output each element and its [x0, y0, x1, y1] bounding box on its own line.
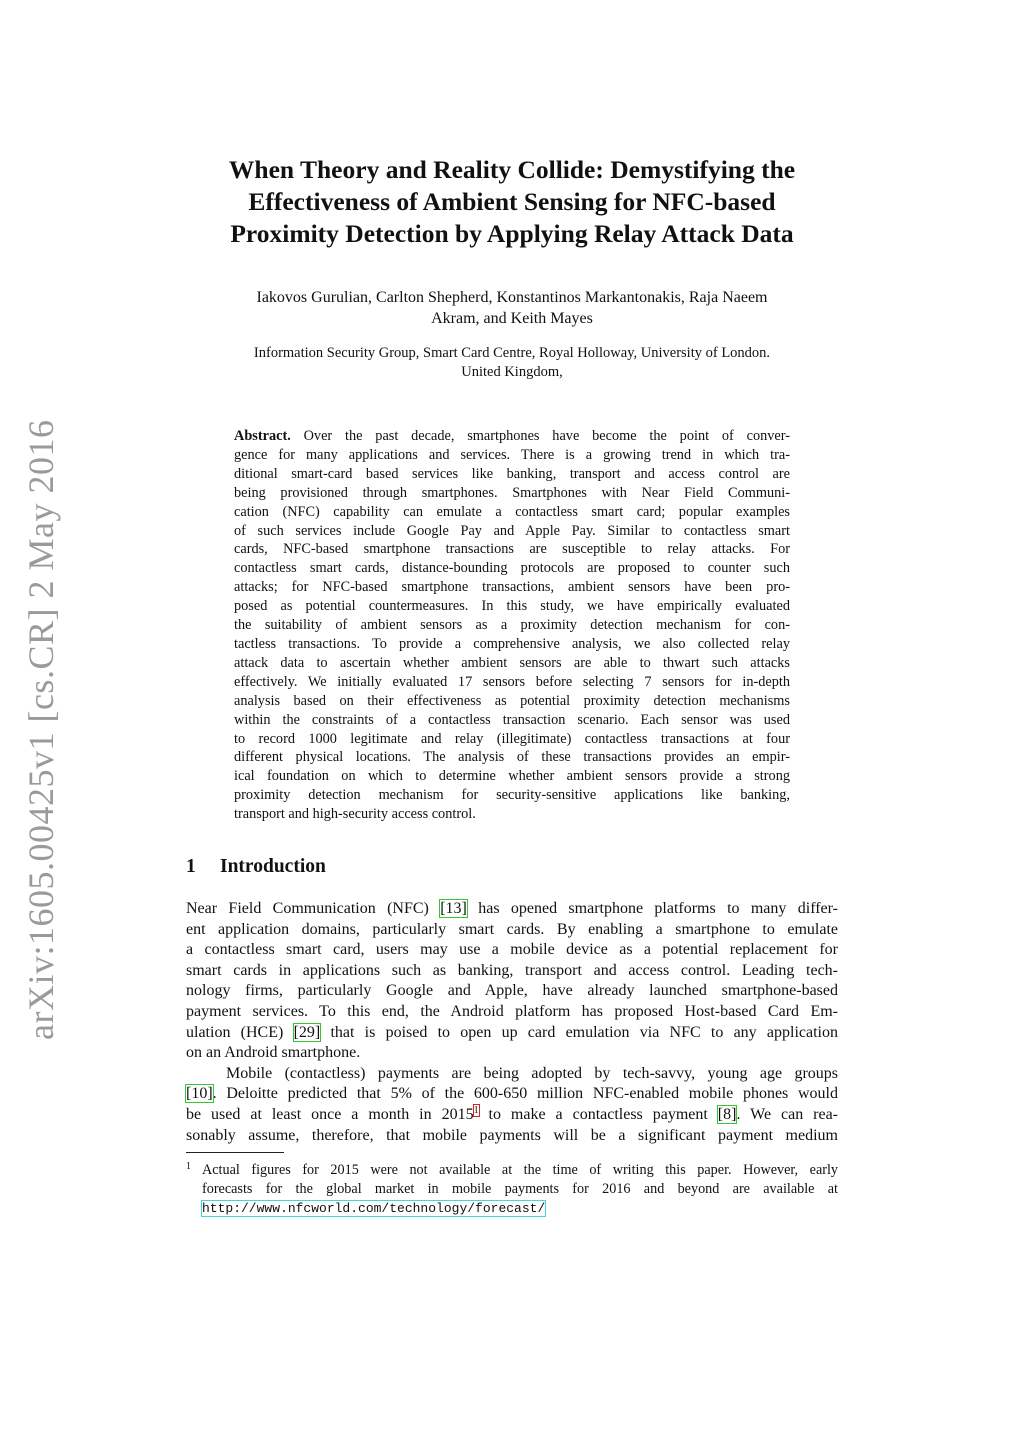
body-line: payment services. To this end, the Android platform has proposed Host-based Card Em-: [186, 1002, 838, 1020]
abstract-line: effectively. We initially evaluated 17 sensors before selecting 7 sensors for in-depth: [234, 673, 790, 690]
author-line: Iakovos Gurulian, Carlton Shepherd, Konstantinos Markantonakis, Raja Naeem: [256, 289, 768, 306]
abstract-line: gence for many applications and services. There is a growing trend in which tra-: [234, 446, 790, 463]
arxiv-identifier: arXiv:1605.00425v1 [cs.CR] 2 May 2016: [21, 419, 61, 1040]
abstract: [234, 427, 790, 824]
abstract-line: the suitability of ambient sensors as a proximity detection mechanism for con-: [234, 617, 790, 634]
section-number: 1: [186, 856, 196, 877]
body-line: on an Android smartphone.: [186, 1044, 361, 1062]
paper-title: [150, 154, 874, 250]
author-line: Akram, and Keith Mayes: [431, 310, 593, 327]
abstract-line: attack data to ascertain whether ambient sensors are able to thwart such attacks: [234, 654, 790, 671]
footnote-line: [186, 1199, 838, 1218]
citation-link[interactable]: [10]: [186, 1085, 213, 1103]
affiliation: [190, 344, 834, 382]
body-line: smart cards in applications such as banking, transport and access control. Leading tech-: [186, 961, 838, 979]
title-line: Proximity Detection by Applying Relay Attack Data: [230, 219, 794, 248]
affiliation-line: Information Security Group, Smart Card Centre, Royal Holloway, University of London.: [253, 345, 771, 361]
abstract-line: contactless smart cards, distance-bounding protocols are proposed to counter such: [234, 560, 790, 577]
footnote: [186, 1157, 838, 1218]
body-line: a contactless smart card, users may use a mobile device as a potential replacement for: [186, 941, 838, 959]
abstract-line: analysis based on their effectiveness as potential proximity detection mechanisms: [234, 692, 790, 709]
abstract-line: transport and high-security access control.: [234, 806, 476, 823]
abstract-line: to record 1000 legitimate and relay (illegitimate) contactless transactions at four: [234, 730, 790, 747]
abstract-line: cards, NFC-based smartphone transactions are susceptible to relay attacks. For: [234, 541, 790, 558]
abstract-line: of such services include Google Pay and Apple Pay. Similar to contactless smart: [234, 522, 790, 539]
body-line: be used at least once a month in 2015$^1$ to make a contactless payment [8]. We can rea-: [186, 1104, 839, 1123]
footnote-mark: 1: [186, 1161, 191, 1172]
citation-link[interactable]: [8]: [717, 1105, 737, 1123]
abstract-line: being provisioned through smartphones. Smartphones with Near Field Communi-: [234, 484, 790, 501]
body-line: sonably assume, therefore, that mobile payments will be a significant payment medium: [186, 1126, 838, 1144]
abstract-label: Abstract.: [234, 428, 291, 444]
body-line: ulation (HCE) [29] that is poised to open up card emulation via NFC to any application: [186, 1023, 839, 1041]
abstract-line: proximity detection mechanism for security-sensitive applications like banking,: [234, 787, 790, 804]
title-line: When Theory and Reality Collide: Demystifying the: [228, 155, 796, 184]
abstract-line: within the constraints of a contactless transaction scenario. Each sensor was used: [234, 711, 790, 728]
affiliation-line: United Kingdom,: [461, 364, 563, 380]
abstract-line: posed as potential countermeasures. In this study, we have empirically evaluated: [234, 598, 790, 615]
title-line: Effectiveness of Ambient Sensing for NFC-based: [248, 187, 776, 216]
citation-link[interactable]: [13]: [440, 900, 467, 917]
body-line: Near Field Communication (NFC) [13] has opened smartphone platforms to many differ-: [186, 900, 838, 917]
footnote-line: forecasts for the global market in mobile payments for 2016 and beyond are available at: [202, 1181, 838, 1197]
abstract-line: different physical locations. The analysis of these transactions provides an empir-: [234, 749, 790, 766]
footnote-line: 1 Actual figures for 2015 were not available at the time of writing this paper. However, early: [186, 1157, 838, 1180]
abstract-line: ical foundation on which to determine whether ambient sensors provide a strong: [234, 768, 790, 785]
footnote-link[interactable]: 1: [473, 1104, 479, 1116]
forecast-url-link[interactable]: http://www.nfcworld.com/technology/forecast/: [202, 1201, 546, 1216]
author-list: [190, 287, 834, 329]
abstract-line: attacks; for NFC-based smartphone transactions, ambient sensors have been pro-: [234, 579, 790, 596]
body-line: ent application domains, particularly smart cards. By enabling a smartphone to emulate: [186, 920, 838, 938]
footnote-rule: [186, 1152, 284, 1153]
abstract-line: tactless transactions. To provide a comprehensive analysis, we also collected relay: [234, 635, 790, 652]
body-line: Mobile (contactless) payments are being adopted by tech-savvy, young age groups: [226, 1064, 838, 1082]
body-line: nology firms, particularly Google and Apple, have already launched smartphone-based: [186, 982, 838, 1000]
section-title: Introduction: [220, 856, 326, 877]
abstract-line: Abstract. Over the past decade, smartphones have become the point of conver-: [234, 428, 790, 444]
abstract-line: cation (NFC) capability can emulate a contactless smart card; popular examples: [234, 503, 790, 520]
citation-link[interactable]: [29]: [293, 1023, 321, 1041]
body-line: [10]. Deloitte predicted that 5% of the 600-650 million NFC-enabled mobile phones would: [186, 1085, 838, 1103]
introduction-body: [186, 899, 838, 1146]
section-heading: [186, 856, 326, 878]
abstract-line: ditional smart-card based services like banking, transport and access control are: [234, 465, 790, 482]
